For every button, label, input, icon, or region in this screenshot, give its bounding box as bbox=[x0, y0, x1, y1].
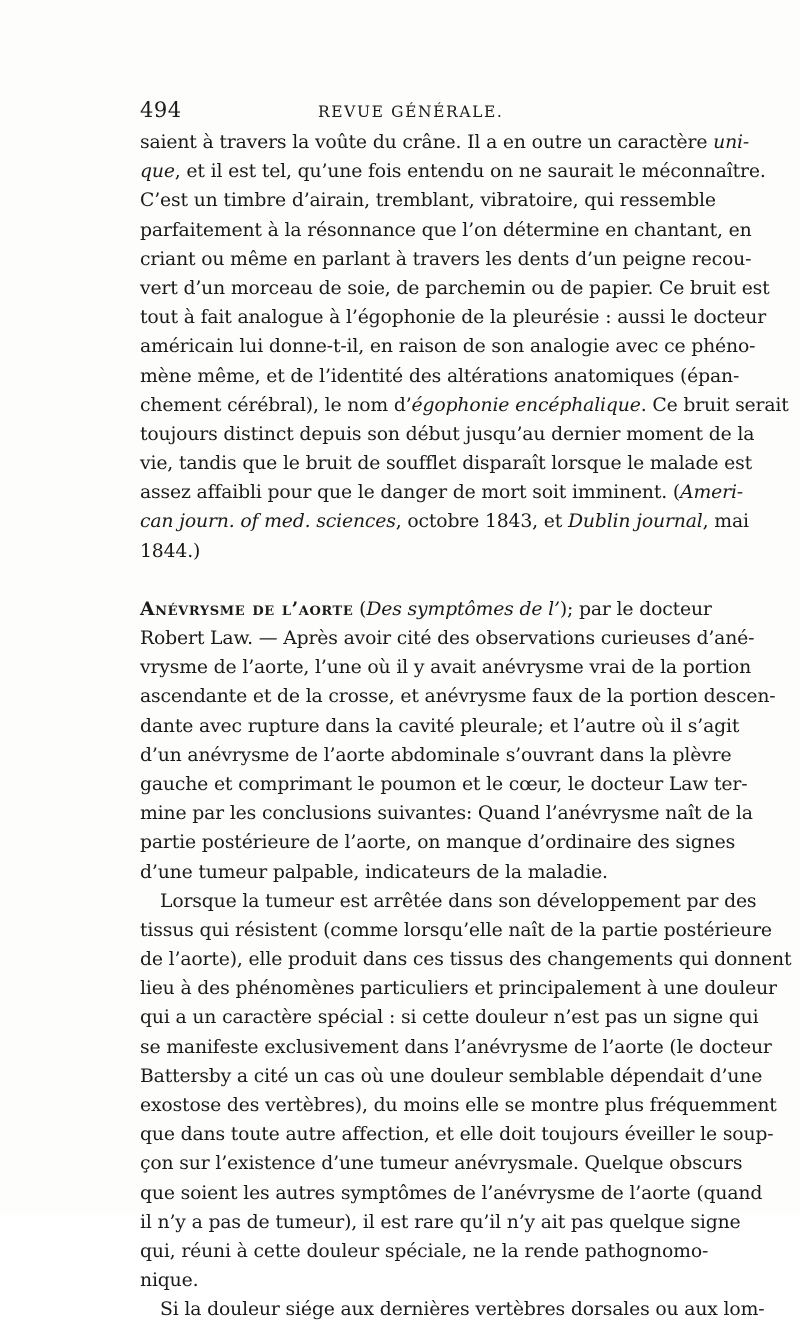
text-segment: parfaitement à la résonnance que l’on détermine en chantant, en bbox=[140, 219, 752, 241]
text-line bbox=[140, 478, 743, 507]
text-segment: dante avec rupture dans la cavité pleurale; et l’autre où il s’agit bbox=[140, 715, 740, 737]
article-title: Anévrysme de l’aorte bbox=[140, 597, 354, 620]
text-segment: d’un anévrysme de l’aorte abdominale s’ouvrant dans la plèvre bbox=[140, 744, 732, 766]
italic-text: Dublin journal bbox=[567, 511, 703, 533]
text-line bbox=[140, 828, 736, 857]
text-segment: mine par les conclusions suivantes: Quand l’anévrysme naît de la bbox=[140, 803, 753, 825]
text-line bbox=[140, 624, 755, 653]
paragraph bbox=[140, 128, 789, 566]
text-segment: çon sur l’existence d’une tumeur anévrysmale. Quelque obscurs bbox=[140, 1153, 743, 1175]
text-segment: , octobre 1843, et bbox=[395, 511, 568, 533]
text-line bbox=[140, 1003, 759, 1032]
text-segment: C’est un timbre d’airain, tremblant, vibratoire, qui ressemble bbox=[140, 190, 716, 212]
running-head: REVUE GÉNÉRALE. bbox=[318, 103, 504, 121]
text-line bbox=[140, 887, 757, 916]
text-line bbox=[140, 974, 777, 1003]
italic-text: Des symptômes de l’ bbox=[366, 598, 560, 620]
text-segment: gauche et comprimant le poumon et le cœur, le docteur Law ter- bbox=[140, 773, 748, 795]
paragraph bbox=[140, 595, 776, 887]
text-segment: 1844.) bbox=[140, 540, 201, 562]
text-segment: nique. bbox=[140, 1270, 199, 1292]
text-segment: il n’y a pas de tumeur), il est rare qu’il n’y ait pas quelque signe bbox=[140, 1211, 741, 1233]
text-line bbox=[140, 741, 732, 770]
text-segment: tissus qui résistent (comme lorsqu’elle naît de la partie postérieure bbox=[140, 919, 772, 941]
text-segment: assez affaibli pour que le danger de mort soit imminent. ( bbox=[140, 482, 681, 504]
text-line bbox=[140, 1295, 765, 1324]
text-line bbox=[140, 653, 752, 682]
text-segment: , et il est tel, qu’une fois entendu on ne saurait le méconnaître. bbox=[174, 161, 766, 183]
text-line bbox=[140, 1149, 743, 1178]
text-segment: que dans toute autre affection, et elle doit toujours éveiller le soup- bbox=[140, 1124, 774, 1146]
italic-text: can journ. of med. sciences bbox=[140, 511, 396, 533]
text-segment: partie postérieure de l’aorte, on manque d’ordinaire des signes bbox=[140, 832, 736, 854]
text-segment: toujours distinct depuis son début jusqu’au dernier moment de la bbox=[140, 423, 755, 445]
text-line bbox=[140, 391, 789, 420]
text-line bbox=[140, 216, 752, 245]
text-segment: Si la douleur siége aux dernières vertèbres dorsales ou aux lom- bbox=[160, 1299, 765, 1321]
text-line bbox=[140, 712, 740, 741]
text-segment: criant ou même en parlant à travers les dents d’un peigne recou- bbox=[140, 248, 752, 270]
italic-text: Ameri- bbox=[680, 482, 743, 504]
text-segment: se manifeste exclusivement dans l’anévrysme de l’aorte (le docteur bbox=[140, 1036, 772, 1058]
text-line bbox=[140, 245, 752, 274]
text-line bbox=[140, 916, 772, 945]
text-line bbox=[140, 1266, 670, 1295]
text-segment: Robert Law. — Après avoir cité des observations curieuses d’ané- bbox=[140, 628, 755, 649]
text-segment: d’une tumeur palpable, indicateurs de la maladie. bbox=[140, 861, 608, 883]
text-line bbox=[140, 449, 752, 478]
text-segment: vert d’un morceau de soie, de parchemin ou de papier. Ce bruit est bbox=[140, 277, 770, 299]
text-line bbox=[140, 303, 767, 332]
text-line bbox=[140, 945, 792, 974]
text-line bbox=[140, 1120, 774, 1149]
paragraph bbox=[140, 1295, 765, 1324]
text-segment: . Ce bruit serait bbox=[640, 394, 789, 416]
text-line bbox=[140, 332, 756, 361]
italic-text: uni- bbox=[713, 132, 750, 153]
text-line bbox=[140, 770, 748, 799]
page-header bbox=[140, 98, 668, 132]
text-line bbox=[140, 595, 712, 624]
text-segment: vie, tandis que le bruit de soufflet disparaît lorsque le malade est bbox=[140, 453, 752, 475]
text-segment: vrysme de l’aorte, l’une où il y avait anévrysme vrai de la portion bbox=[140, 657, 752, 679]
paragraph bbox=[140, 887, 792, 1296]
text-segment: Lorsque la tumeur est arrêtée dans son développement par des bbox=[160, 890, 757, 912]
text-line bbox=[140, 1237, 709, 1266]
text-line bbox=[140, 1062, 763, 1091]
page-number: 494 bbox=[140, 98, 182, 122]
text-segment: ); par le docteur bbox=[559, 598, 712, 620]
text-segment: chement cérébral), le nom d’ bbox=[140, 394, 412, 416]
text-segment: qui a un caractère spécial : si cette douleur n’est pas un signe qui bbox=[140, 1007, 759, 1029]
text-segment: que soient les autres symptômes de l’anévrysme de l’aorte (quand bbox=[140, 1182, 763, 1204]
text-line bbox=[140, 157, 766, 186]
text-segment: Battersby a cité un cas où une douleur semblable dépendait d’une bbox=[140, 1065, 763, 1087]
text-line bbox=[140, 858, 670, 887]
paragraph-gap bbox=[140, 566, 670, 595]
text-line bbox=[140, 186, 716, 215]
text-segment: américain lui donne-t-il, en raison de son analogie avec ce phéno- bbox=[140, 336, 756, 358]
italic-text: que bbox=[140, 161, 175, 183]
text-segment: , mai bbox=[702, 511, 749, 533]
text-segment: de l’aorte), elle produit dans ces tissus des changements qui donnent bbox=[140, 949, 792, 971]
text-line bbox=[140, 1208, 741, 1237]
text-line bbox=[140, 1033, 772, 1062]
text-segment: ascendante et de la crosse, et anévrysme faux de la portion descen- bbox=[140, 686, 776, 708]
text-segment: lieu à des phénomènes particuliers et principalement à une douleur bbox=[140, 978, 777, 1000]
text-line bbox=[140, 274, 770, 303]
text-line bbox=[140, 420, 755, 449]
text-line bbox=[140, 1091, 777, 1120]
text-segment: exostose des vertèbres), du moins elle se montre plus fréquemment bbox=[140, 1095, 777, 1116]
text-segment: tout à fait analogue à l’égophonie de la pleurésie : aussi le docteur bbox=[140, 307, 767, 329]
text-line bbox=[140, 537, 670, 566]
text-line bbox=[140, 682, 776, 711]
body-text bbox=[140, 128, 792, 1325]
text-segment: ( bbox=[353, 598, 367, 620]
text-segment: mène même, et de l’identité des altérations anatomiques (épan- bbox=[140, 365, 740, 387]
text-segment: saient à travers la voûte du crâne. Il a en outre un caractère bbox=[140, 132, 714, 153]
italic-text: égophonie encéphalique bbox=[411, 394, 641, 416]
text-line bbox=[140, 1179, 763, 1208]
text-line bbox=[140, 362, 740, 391]
text-line bbox=[140, 128, 750, 157]
text-segment: qui, réuni à cette douleur spéciale, ne la rende pathognomo- bbox=[140, 1240, 709, 1262]
text-line bbox=[140, 799, 753, 828]
text-line bbox=[140, 507, 749, 536]
